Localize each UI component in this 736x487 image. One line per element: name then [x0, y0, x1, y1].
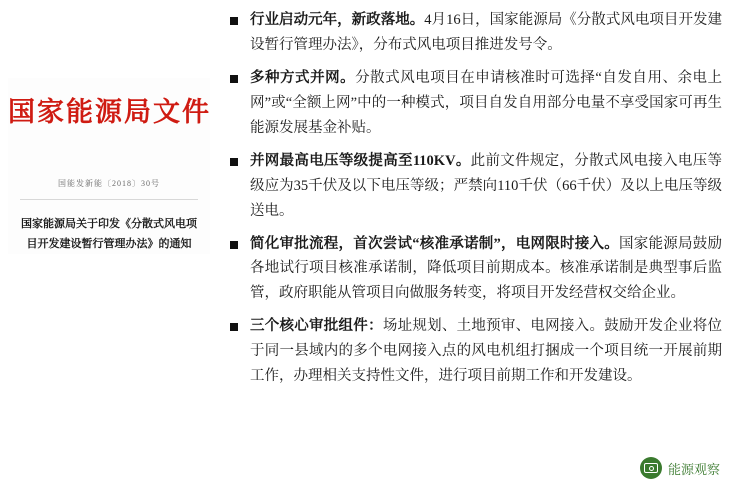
document-fade-overlay	[0, 367, 218, 487]
bullet-text: 4月16日，国家能源局《分散式风电项目开发建设暂行管理办法》，分布式风电项目推进发号令。	[250, 12, 722, 53]
government-document	[8, 78, 210, 254]
list-item	[228, 66, 722, 141]
document-number: 国能发新能〔2018〕30号	[58, 178, 160, 188]
square-bullet-icon	[230, 158, 238, 166]
camera-icon	[640, 457, 662, 479]
document-divider	[20, 199, 198, 200]
square-bullet-icon	[230, 323, 238, 331]
article-bullet-list	[228, 8, 722, 389]
bullet-heading: 三个核心审批组件：	[250, 318, 383, 335]
bullet-text: 国家能源局鼓励各地试行项目核准承诺制，降低项目前期成本。核准承诺制是典型事后监管，政府职能从管项目向做服务转变，将项目开发经营权交给企业。	[250, 235, 722, 302]
bullet-heading: 并网最高电压等级提高至110KV。	[250, 152, 471, 169]
document-image-pane	[0, 0, 218, 487]
list-item	[228, 314, 722, 389]
square-bullet-icon	[230, 17, 238, 25]
document-subject: 国家能源局关于印发《分散式风电项目开发建设暂行管理办法》的通知	[21, 217, 197, 251]
bullet-text: 分散式风电项目在申请核准时可选择“自发自用、余电上网”或“全额上网”中的一种模式，项目自发自用部分电量不享受国家可再生能源发展基金补贴。	[250, 69, 723, 136]
article-pane	[218, 0, 736, 487]
bullet-heading: 多种方式并网。	[250, 69, 356, 86]
square-bullet-icon	[230, 241, 238, 249]
account-name-label: 能源观察	[667, 461, 720, 477]
square-bullet-icon	[230, 75, 238, 83]
document-title: 国家能源局文件	[8, 97, 211, 127]
list-item	[228, 149, 722, 224]
bullet-heading: 简化审批流程，首次尝试“核准承诺制”，电网限时接入。	[250, 235, 619, 252]
list-item	[228, 8, 722, 58]
bullet-text: 场址规划、土地预审、电网接入。鼓励开发企业将位于同一县域内的多个电网接入点的风电机组打捆成一个项目统一开展前期工作，办理相关支持性文件，进行项目前期工作和开发建设。	[250, 318, 723, 385]
bullet-heading: 行业启动元年，新政落地。	[250, 12, 425, 28]
account-attribution[interactable]	[640, 457, 720, 479]
bullet-text: 此前文件规定，分散式风电接入电压等级应为35千伏及以下电压等级；严禁向110千伏（66千伏）及以上电压等级送电。	[250, 152, 723, 219]
list-item	[228, 232, 722, 307]
